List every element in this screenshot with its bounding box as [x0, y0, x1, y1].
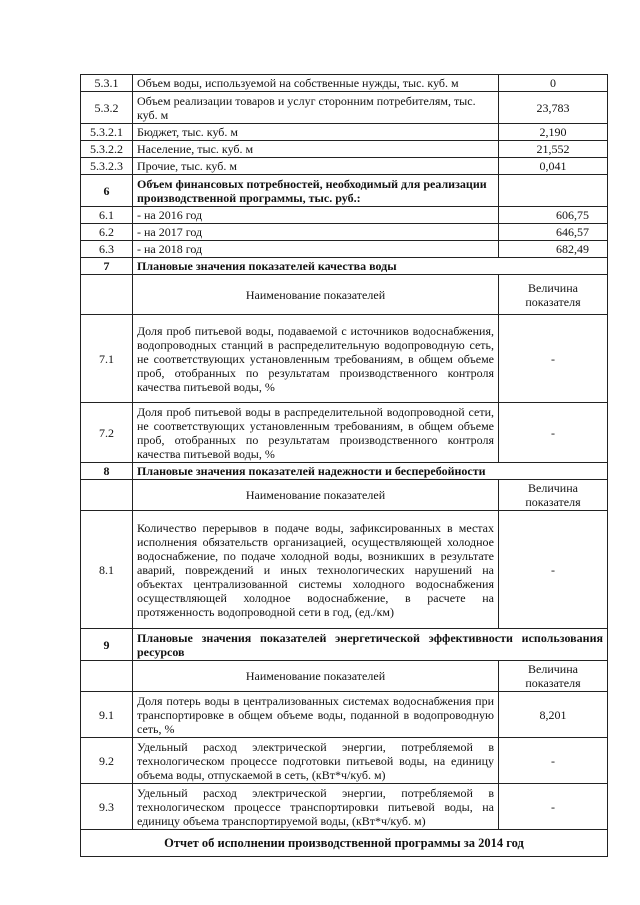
row-number: 5.3.2.3 [81, 158, 133, 175]
row-value: - [499, 315, 608, 403]
row-number: 5.3.1 [81, 75, 133, 92]
section-8-header [81, 463, 608, 480]
table-row [81, 738, 608, 784]
row-value: - [499, 784, 608, 830]
row-number: 8.1 [81, 511, 133, 629]
row-number: 9.1 [81, 692, 133, 738]
row-value: 2,190 [499, 124, 608, 141]
column-header-name: Наименование показателей [133, 275, 499, 315]
row-value: 0,041 [499, 158, 608, 175]
row-number: 5.3.2.2 [81, 141, 133, 158]
row-text: Доля проб питьевой воды, подаваемой с источников водоснабжения, водопроводных станций в распределительную водопроводную сеть, не соответствующих установленным требованиям, в общем объеме проб, отобранных по результатам производственного контроля качества питьевой воды, % [133, 315, 499, 403]
column-header-row [81, 480, 608, 511]
table-row [81, 224, 608, 241]
row-number: 9.2 [81, 738, 133, 784]
empty-cell [81, 480, 133, 511]
column-header-value: Величина показателя [499, 661, 608, 692]
row-value: 8,201 [499, 692, 608, 738]
row-value: 606,75 [499, 207, 608, 224]
row-text: - на 2018 год [133, 241, 499, 258]
section-6-header [81, 175, 608, 207]
column-header-row [81, 661, 608, 692]
table-row [81, 241, 608, 258]
program-indicators-table [80, 74, 608, 857]
empty-cell [81, 661, 133, 692]
row-text: Население, тыс. куб. м [133, 141, 499, 158]
row-number: 5.3.2 [81, 92, 133, 124]
table-row [81, 692, 608, 738]
column-header-row [81, 275, 608, 315]
row-number: 6.1 [81, 207, 133, 224]
section-7-header [81, 258, 608, 275]
section-title: Объем финансовых потребностей, необходимый для реализации производственной программы, тыс. руб.: [133, 175, 499, 207]
row-value: 23,783 [499, 92, 608, 124]
section-title: Плановые значения показателей энергетической эффективности использования ресурсов [133, 629, 608, 661]
table-row [81, 92, 608, 124]
empty-cell [81, 275, 133, 315]
row-value: 21,552 [499, 141, 608, 158]
row-text: Удельный расход электрической энергии, потребляемой в технологическом процессе транспортировки питьевой воды, на единицу объема транспортируемой воды, (кВт*ч/куб. м) [133, 784, 499, 830]
report-footer-title: Отчет об исполнении производственной программы за 2014 год [81, 830, 608, 857]
row-value: 682,49 [499, 241, 608, 258]
report-footer-row [81, 830, 608, 857]
row-text: Объем воды, используемой на собственные нужды, тыс. куб. м [133, 75, 499, 92]
section-title: Плановые значения показателей надежности и бесперебойности [133, 463, 608, 480]
row-text: Количество перерывов в подаче воды, зафиксированных в местах исполнения обязательств организацией, осуществляющей холодное водоснабжение, по подаче холодной воды, возникших в результате аварий, повреждений и иных технологических нарушений на объектах централизованной системы холодного водоснабжения осуществляющей холодное водоснабжение, в расчете на протяженность водопроводной сети в год, (ед./км) [133, 511, 499, 629]
section-number: 9 [81, 629, 133, 661]
table-row [81, 784, 608, 830]
row-number: 9.3 [81, 784, 133, 830]
row-number: 5.3.2.1 [81, 124, 133, 141]
section-number: 7 [81, 258, 133, 275]
table-row [81, 207, 608, 224]
row-value: - [499, 511, 608, 629]
column-header-value: Величина показателя [499, 480, 608, 511]
row-text: Доля проб питьевой воды в распределительной водопроводной сети, не соответствующих установленным требованиям, в общем объеме проб, отобранных по результатам производственного контроля качества питьевой воды, % [133, 403, 499, 463]
row-text: Доля потерь воды в централизованных системах водоснабжения при транспортировке в общем объеме воды, поданной в водопроводную сеть, % [133, 692, 499, 738]
section-number: 6 [81, 175, 133, 207]
row-number: 6.3 [81, 241, 133, 258]
section-title: Плановые значения показателей качества воды [133, 258, 608, 275]
row-text: Прочие, тыс. куб. м [133, 158, 499, 175]
column-header-name: Наименование показателей [133, 480, 499, 511]
table-row [81, 403, 608, 463]
row-number: 7.1 [81, 315, 133, 403]
row-value: - [499, 738, 608, 784]
row-text: - на 2016 год [133, 207, 499, 224]
empty-cell [499, 175, 608, 207]
row-text: Бюджет, тыс. куб. м [133, 124, 499, 141]
section-9-header [81, 629, 608, 661]
table-row [81, 511, 608, 629]
column-header-value: Величина показателя [499, 275, 608, 315]
table-row [81, 75, 608, 92]
table-row [81, 124, 608, 141]
section-number: 8 [81, 463, 133, 480]
row-value: 0 [499, 75, 608, 92]
table-row [81, 158, 608, 175]
row-number: 7.2 [81, 403, 133, 463]
table-row [81, 315, 608, 403]
row-text: Объем реализации товаров и услуг сторонним потребителям, тыс. куб. м [133, 92, 499, 124]
row-value: 646,57 [499, 224, 608, 241]
row-value: - [499, 403, 608, 463]
row-number: 6.2 [81, 224, 133, 241]
row-text: Удельный расход электрической энергии, потребляемой в технологическом процессе подготовки питьевой воды, на единицу объема воды, отпускаемой в сеть, (кВт*ч/куб. м) [133, 738, 499, 784]
table-row [81, 141, 608, 158]
row-text: - на 2017 год [133, 224, 499, 241]
column-header-name: Наименование показателей [133, 661, 499, 692]
